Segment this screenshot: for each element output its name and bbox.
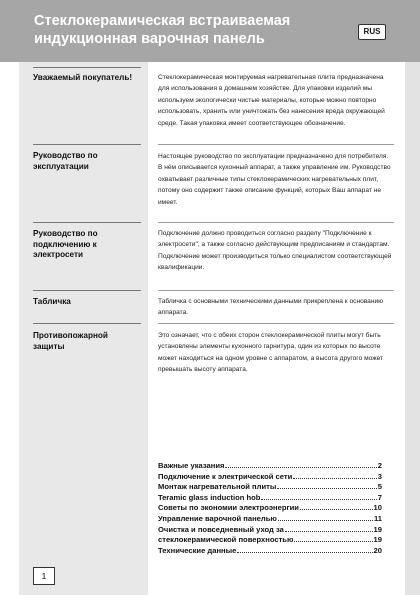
toc-leader [300, 503, 373, 510]
toc-entry[interactable] [158, 546, 382, 557]
toc-entry[interactable] [158, 514, 382, 525]
toc-entry-page: 19 [373, 524, 382, 534]
toc-entry-page: 3 [377, 471, 382, 481]
section-divider [158, 144, 394, 145]
section-text: Подключение может производиться только специалистом соответствующей квалификации. [158, 252, 392, 272]
table-of-contents [158, 461, 382, 556]
section-text: Настоящее руководство по эксплуатации предназначено для потребителя. В нём описывается кухонный аппарат, а также управление им. Руководство охватывает различные типы стеклокерамических нагревательных плит, потому оно содержит также описание функций, которых Ваш аппарат не имеет. [158, 153, 391, 206]
toc-entry-page: 5 [377, 482, 382, 492]
section-label-user-manual: Руководство по эксплуатации [33, 151, 98, 171]
toc-entry-page: 20 [373, 545, 382, 555]
right-margin-strip [405, 62, 420, 595]
toc-entry-title: Технические данные [158, 545, 237, 555]
section-label-rating-plate: Табличка [33, 297, 71, 306]
toc-entry-page: 11 [373, 513, 382, 523]
toc-entry-page: 19 [373, 535, 382, 545]
toc-entry-title: Управление варочной панелью [158, 513, 277, 523]
page-title [34, 12, 334, 48]
toc-leader [278, 514, 373, 521]
toc-entry[interactable] [158, 482, 382, 493]
toc-leader [277, 482, 376, 489]
section-body-user-manual [158, 151, 394, 208]
language-badge: RUS [358, 24, 386, 40]
toc-leader [237, 546, 372, 553]
section-text: Подключение должно проводиться согласно разделу "Подключение к электросети", а также согласно действующим предписаниям и стандартам. [158, 230, 390, 249]
toc-entry[interactable] [158, 503, 382, 514]
section-label-dear-customer: Уважаемый покупатель! [33, 73, 133, 82]
toc-leader [293, 472, 377, 479]
section-label-fire-protection: Противопожарной защиты [33, 331, 108, 351]
toc-entry-title: Монтаж нагревательной плиты [158, 482, 277, 492]
section-divider [33, 144, 141, 145]
toc-leader [294, 535, 372, 542]
toc-entry[interactable] [158, 461, 382, 472]
page-title-line-2: индукционная варочная панель [34, 31, 265, 47]
toc-entry[interactable] [158, 525, 382, 536]
page-title-line-1: Стеклокерамическая встраиваемая [34, 13, 291, 29]
toc-entry-page: 7 [377, 492, 382, 502]
toc-leader [225, 461, 376, 468]
toc-entry[interactable] [158, 472, 382, 483]
section-text: Это означает, что с обеих сторон стеклокерамической плиты могут быть установлены элементы кухонного гарнитура, один из которых по высоте может находиться на одном уровне с аппаратом, а высота другого может превышать высоту аппарата. [158, 332, 384, 374]
toc-entry-title: Советы по экономии электроэнергии [158, 503, 299, 513]
toc-entry-page: 10 [373, 503, 382, 513]
section-body-fire-protection [158, 330, 394, 376]
toc-entry-title: Teramic glass induction hob [158, 492, 261, 502]
toc-entry-page: 2 [377, 461, 382, 470]
toc-entry-title: Подключение к электрической сети [158, 471, 293, 481]
section-divider [158, 290, 394, 291]
section-divider [158, 222, 394, 223]
toc-entry[interactable] [158, 493, 382, 504]
section-divider [158, 323, 394, 324]
section-divider [33, 290, 141, 291]
sidebar-column [19, 62, 148, 595]
toc-entry-title: стеклокерамической поверхностью [158, 535, 294, 545]
section-body-dear-customer [158, 72, 394, 129]
section-divider [33, 323, 141, 324]
toc-entry[interactable] [158, 535, 382, 546]
toc-entry-title: Важные указания [158, 461, 225, 470]
toc-leader [261, 493, 376, 500]
page-number: 1 [33, 567, 55, 585]
section-text: Стеклокерамическая монтируемая нагревательная плита предназначена для использования в домашнем хозяйстве. Для упаковки изделий мы используем экологически чистые материалы, которые можно повторно использовать, хранить или уничтожать без нанесения вреда окружающей среде. Такая упаковка имеет соответствующее обозначение. [158, 74, 385, 127]
section-body-connection-guide [158, 228, 394, 274]
section-label-connection-guide: Руководство по подключению к электросети [33, 229, 98, 259]
section-text: Табличка с основными техническими данными прикреплена к основанию аппарата. [158, 298, 384, 317]
toc-leader [285, 525, 373, 532]
section-body-rating-plate [158, 296, 394, 319]
section-divider [33, 222, 141, 223]
section-divider [33, 67, 141, 68]
toc-entry-title: Очистка и повседневный уход за [158, 524, 284, 534]
